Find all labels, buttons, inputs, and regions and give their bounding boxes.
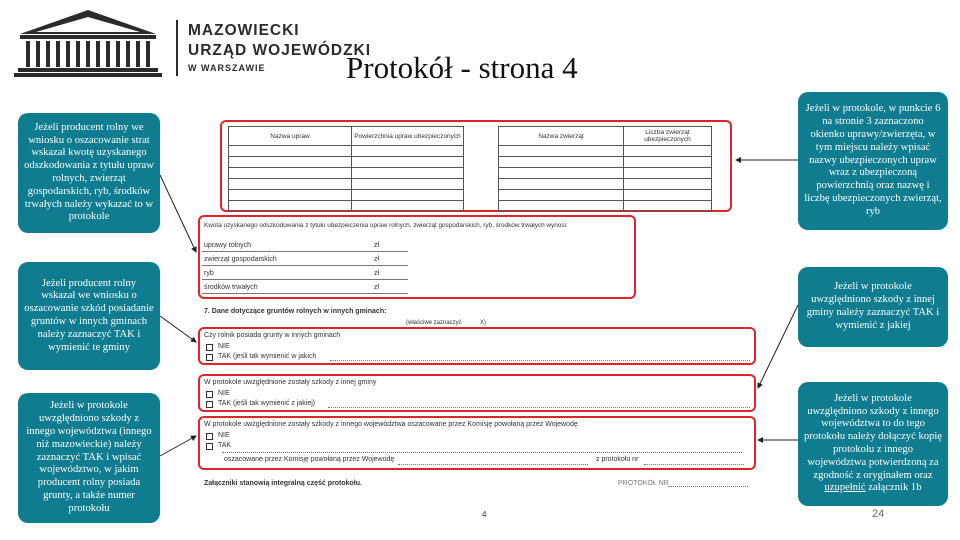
slide-number: 24: [872, 508, 885, 520]
callout-text-part: Jeżeli w protokole uwzględniono szkody z innego województwa to do tego protokołu należy dołączyć kopię protokołu z innego województwa potwierdzoną za zgodność z oryginałem oraz: [804, 392, 942, 481]
x-mark: X): [480, 320, 486, 326]
z-protokolu-label: z protokołu nr: [596, 456, 639, 463]
callout-text: Jeżeli producent rolny we wniosku o oszacowanie strat wskazał kwotę uzyskanego odszkodowania z tytułu upraw rolnych, zwierząt gospodarskich, ryb, środków trwałych należy wykazać to w protokole: [24, 121, 154, 223]
protokol-nr-label: PROTOKÓŁ NR: [618, 480, 669, 487]
option-nie: NIE: [218, 390, 230, 397]
callout-text: Jeżeli w protokole, w punkcie 6 na stronie 3 zaznaczono okienko uprawy/zwierzęta, w tym miejscu należy wpisać nazwy ubezpieczonych upraw wraz z ubezpieczoną powierzchnią oraz nazwę i liczbę ubezpieczonych zwierząt, ryb: [804, 103, 942, 217]
col-zwierzeta: Nazwa zwierząt: [499, 127, 624, 146]
logo-line-2: URZĄD WOJEWÓDZKI: [188, 42, 372, 59]
question-wojewodztwo: W protokole uwzględnione zostały szkody z innego województwa oszacowane przez Komisję powołaną przez Wojewodę: [204, 421, 578, 428]
option-tak-jakiej: TAK (jeśli tak wymienić z jakiej): [218, 400, 316, 407]
question-gminy: Czy rolnik posiada grunty w innych gminach: [204, 332, 341, 339]
option-nie: NIE: [218, 343, 230, 350]
question-inna-gmina: W protokole uwzględnione zostały szkody z innej gminy: [204, 379, 377, 386]
form-page-number: 4: [482, 510, 487, 519]
col-uprawy: Nazwa upraw: [229, 127, 352, 146]
callout-text: Jeżeli producent rolny wskazał we wniosku o oszacowanie szkód posiadanie gruntów w innych gminach należy zaznaczyć TAK i wymienić te gminy: [24, 277, 154, 353]
callout-text-underlined: uzupełnić: [824, 482, 866, 494]
logo-line-3: W WARSZAWIE: [188, 63, 266, 73]
callout-text: Jeżeli w protokole uwzględniono szkody z innego województwa (innego niż mazowieckie) należy zaznaczyć TAK i wpisać województwo, w jakim producent rolny posiada grunty, a także numer protokołu: [26, 400, 152, 514]
option-nie: NIE: [218, 432, 230, 439]
col-liczba: Liczba zwierząt ubezpieczonych: [624, 127, 712, 146]
logo-line-1: MAZOWIECKI: [188, 22, 300, 39]
zalaczniki-note: Załączniki stanowią integralną część protokołu.: [204, 480, 362, 487]
row-unit: zł: [374, 256, 380, 263]
row-label: uprawy rolnych: [204, 242, 252, 249]
page-title: Protokół - strona 4: [346, 50, 578, 85]
col-powierzchnia: Powierzchnia upraw ubezpieczonych: [352, 127, 464, 146]
kwota-header: Kwota uzyskanego odszkodowania z tytułu ubezpieczenia upraw rolnych, zwierząt gospodarskich, ryb, środków trwałych wynosi:: [204, 222, 568, 229]
row-label: ryb: [204, 270, 214, 277]
option-tak: TAK: [218, 442, 232, 449]
arrow-left3: [160, 436, 196, 456]
callout-text: Jeżeli w protokole uwzględniono szkody z innej gminy należy zaznaczyć TAK i wymienić z jakiej: [806, 281, 940, 331]
callout-text-part: załącznik 1b: [865, 482, 922, 494]
row-label: zwierząt gospodarskich: [204, 256, 277, 263]
section-7-heading: 7. Dane dotyczące gruntów rolnych w innych gminach:: [204, 308, 387, 315]
arrow-right2: [758, 305, 798, 388]
arrow-left2: [160, 316, 196, 342]
row-label: środków trwałych: [204, 284, 258, 291]
arrow-left1: [160, 175, 196, 252]
row-unit: zł: [374, 284, 380, 291]
oszacowane-label: oszacowane przez Komisję powołaną przez Wojewodę: [224, 456, 395, 463]
wlasciwe-note: (właściwe zaznaczyć: [406, 320, 462, 326]
row-unit: zł: [374, 242, 380, 249]
row-unit: zł: [374, 270, 380, 277]
option-tak-jakich: TAK (jeśli tak wymienić w jakich: [218, 353, 317, 360]
